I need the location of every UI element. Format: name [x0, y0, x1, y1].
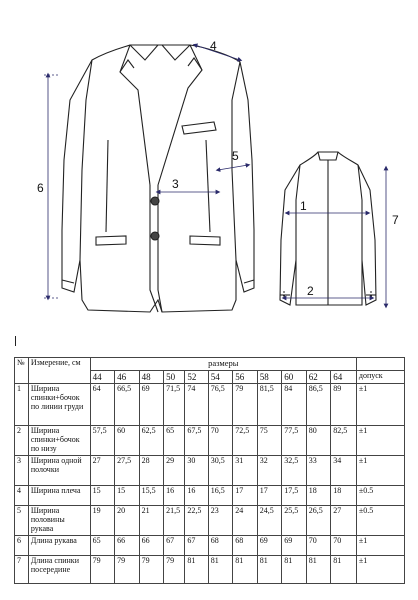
value-cell: 76,5 [208, 383, 232, 425]
row-number: 4 [15, 485, 29, 505]
table-row [15, 383, 405, 425]
value-cell: 65 [164, 425, 185, 455]
measurement-name: Ширина плеча [28, 485, 90, 505]
value-cell: 68 [233, 535, 257, 555]
value-cell: 16,5 [208, 485, 232, 505]
value-cell: 32 [257, 455, 281, 485]
table-row [15, 555, 405, 583]
value-cell: 79 [115, 555, 139, 583]
value-cell: 65 [90, 535, 114, 555]
value-cell: 71,5 [164, 383, 185, 425]
value-cell: 81 [331, 555, 357, 583]
size-cell: 46 [115, 370, 139, 383]
value-cell: 79 [139, 555, 163, 583]
value-cell: 17,5 [282, 485, 306, 505]
dimension-label-5: 5 [232, 149, 239, 163]
value-cell: 70 [306, 535, 330, 555]
value-cell: 72,5 [233, 425, 257, 455]
size-cell: 64 [331, 370, 357, 383]
value-cell: 66,5 [115, 383, 139, 425]
header-empty [356, 358, 404, 371]
value-cell: 27,5 [115, 455, 139, 485]
value-cell: 64 [90, 383, 114, 425]
value-cell: 69 [257, 535, 281, 555]
value-cell: 66 [115, 535, 139, 555]
value-cell: 28 [139, 455, 163, 485]
value-cell: 82,5 [331, 425, 357, 455]
size-cell: 62 [306, 370, 330, 383]
value-cell: 21,5 [164, 505, 185, 535]
value-cell: 15 [90, 485, 114, 505]
value-cell: 81 [257, 555, 281, 583]
value-cell: 77,5 [282, 425, 306, 455]
size-cell: 44 [90, 370, 114, 383]
value-cell: 80 [306, 425, 330, 455]
tolerance-cell: ±1 [356, 455, 404, 485]
tolerance-cell: ±1 [356, 383, 404, 425]
table-row [15, 485, 405, 505]
size-chart-table [14, 357, 405, 584]
measurement-name: Ширина одной полочки [28, 455, 90, 485]
value-cell: 18 [331, 485, 357, 505]
value-cell: 75 [257, 425, 281, 455]
value-cell: 22,5 [185, 505, 208, 535]
measurement-name: Ширина половины рукава [28, 505, 90, 535]
header-tolerance: допуск [356, 370, 404, 383]
value-cell: 79 [164, 555, 185, 583]
value-cell: 27 [331, 505, 357, 535]
row-number: 6 [15, 535, 29, 555]
table-body [15, 383, 405, 583]
value-cell: 79 [233, 383, 257, 425]
value-cell: 69 [282, 535, 306, 555]
value-cell: 17 [233, 485, 257, 505]
row-number: 2 [15, 425, 29, 455]
value-cell: 33 [306, 455, 330, 485]
value-cell: 69 [139, 383, 163, 425]
value-cell: 24,5 [257, 505, 281, 535]
size-cell: 54 [208, 370, 232, 383]
measurement-name: Длина спинки посередине [28, 555, 90, 583]
dimension-label-4: 4 [210, 39, 217, 53]
dimension-label-6: 6 [37, 181, 44, 195]
text-cursor [15, 336, 16, 346]
dimension-label-7: 7 [392, 213, 399, 227]
dimension-label-1: 1 [300, 199, 307, 213]
measurement-name: Длина рукава [28, 535, 90, 555]
value-cell: 27 [90, 455, 114, 485]
value-cell: 62,5 [139, 425, 163, 455]
value-cell: 24 [233, 505, 257, 535]
row-number: 7 [15, 555, 29, 583]
size-cell: 58 [257, 370, 281, 383]
value-cell: 79 [90, 555, 114, 583]
value-cell: 29 [164, 455, 185, 485]
value-cell: 81,5 [257, 383, 281, 425]
value-cell: 16 [164, 485, 185, 505]
tolerance-cell: ±1 [356, 555, 404, 583]
value-cell: 26,5 [306, 505, 330, 535]
size-cell: 60 [282, 370, 306, 383]
size-cell: 48 [139, 370, 163, 383]
value-cell: 30 [185, 455, 208, 485]
value-cell: 84 [282, 383, 306, 425]
jacket-back-view [280, 152, 376, 305]
value-cell: 81 [185, 555, 208, 583]
measurement-name: Ширина спинки+бочок по линии груди [28, 383, 90, 425]
size-cell: 52 [185, 370, 208, 383]
row-number: 1 [15, 383, 29, 425]
value-cell: 67 [164, 535, 185, 555]
value-cell: 66 [139, 535, 163, 555]
value-cell: 17 [257, 485, 281, 505]
tolerance-cell: ±1 [356, 425, 404, 455]
table-header-row-1 [15, 358, 405, 371]
value-cell: 18 [306, 485, 330, 505]
row-number: 5 [15, 505, 29, 535]
value-cell: 81 [208, 555, 232, 583]
value-cell: 20 [115, 505, 139, 535]
value-cell: 57,5 [90, 425, 114, 455]
value-cell: 31 [233, 455, 257, 485]
value-cell: 60 [115, 425, 139, 455]
value-cell: 70 [331, 535, 357, 555]
value-cell: 21 [139, 505, 163, 535]
dimension-label-3: 3 [172, 177, 179, 191]
value-cell: 81 [306, 555, 330, 583]
value-cell: 89 [331, 383, 357, 425]
tolerance-cell: ±1 [356, 535, 404, 555]
value-cell: 70 [208, 425, 232, 455]
dimension-label-2: 2 [307, 284, 314, 298]
table-row [15, 535, 405, 555]
tolerance-cell: ±0.5 [356, 485, 404, 505]
dimension-lines [44, 45, 386, 306]
header-measurement: Измерение, см [28, 358, 90, 384]
table-row [15, 425, 405, 455]
value-cell: 67,5 [185, 425, 208, 455]
row-number: 3 [15, 455, 29, 485]
value-cell: 23 [208, 505, 232, 535]
size-cell: 56 [233, 370, 257, 383]
value-cell: 15,5 [139, 485, 163, 505]
value-cell: 16 [185, 485, 208, 505]
measurement-name: Ширина спинки+бочок по низу [28, 425, 90, 455]
size-cell: 50 [164, 370, 185, 383]
value-cell: 19 [90, 505, 114, 535]
value-cell: 15 [115, 485, 139, 505]
tolerance-cell: ±0.5 [356, 505, 404, 535]
value-cell: 32,5 [282, 455, 306, 485]
value-cell: 74 [185, 383, 208, 425]
value-cell: 25,5 [282, 505, 306, 535]
table-row [15, 455, 405, 485]
value-cell: 67 [185, 535, 208, 555]
jacket-front-view [62, 45, 254, 312]
value-cell: 81 [282, 555, 306, 583]
header-number: № [15, 358, 29, 384]
value-cell: 68 [208, 535, 232, 555]
value-cell: 34 [331, 455, 357, 485]
value-cell: 30,5 [208, 455, 232, 485]
header-sizes: размеры [90, 358, 356, 371]
value-cell: 86,5 [306, 383, 330, 425]
value-cell: 81 [233, 555, 257, 583]
table-row [15, 505, 405, 535]
